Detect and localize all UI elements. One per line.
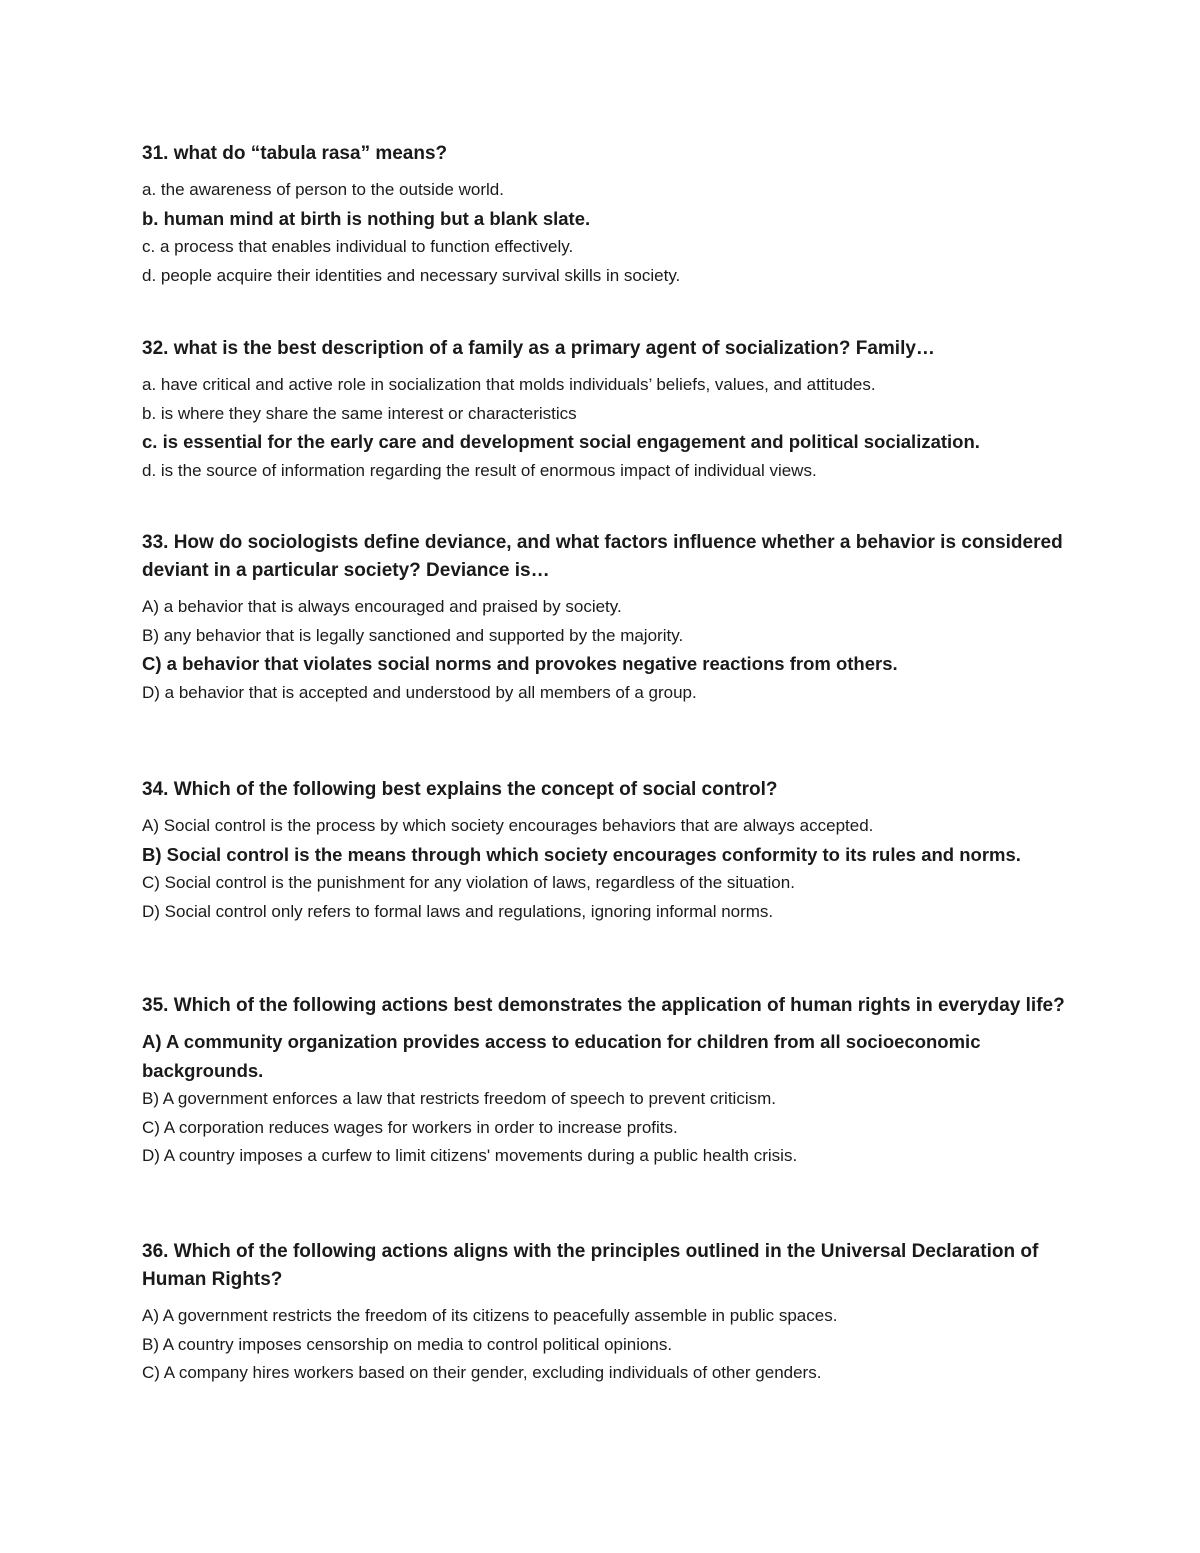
option-d: D) a behavior that is accepted and understood by all members of a group. (142, 682, 697, 702)
option-c: C) A corporation reduces wages for workers in order to increase profits. (142, 1117, 678, 1137)
question-block-34 (142, 776, 1082, 926)
question-text: 36. Which of the following actions aligns with the principles outlined in the Universal Declaration of Human Rights? (142, 1241, 1039, 1290)
question-block-35 (142, 992, 1082, 1171)
question-block-32 (142, 335, 1082, 485)
option-b-correct: b. human mind at birth is nothing but a blank slate. (142, 207, 591, 229)
option-d: D) A country imposes a curfew to limit citizens' movements during a public health crisis. (142, 1146, 798, 1165)
option-b: B) any behavior that is legally sanctioned and supported by the majority. (142, 625, 684, 645)
question-text: 33. How do sociologists define deviance, and what factors influence whether a behavior is considered deviant in a particular society? Deviance is… (142, 532, 1063, 581)
option-list (142, 176, 1082, 290)
option-list (142, 371, 1082, 485)
option-list (142, 593, 1082, 707)
option-c-correct: C) a behavior that violates social norms and provokes negative reactions from others. (142, 653, 898, 674)
option-c: C) Social control is the punishment for any violation of laws, regardless of the situation. (142, 873, 795, 892)
question-block-31 (142, 140, 1082, 290)
option-d: d. is the source of information regarding the result of enormous impact of individual views. (142, 460, 817, 480)
question-block-36 (142, 1238, 1082, 1388)
option-b: b. is where they share the same interest or characteristics (142, 403, 577, 423)
option-c: c. a process that enables individual to function effectively. (142, 237, 574, 256)
question-text: 35. Which of the following actions best demonstrates the application of human rights in everyday life? (142, 995, 1065, 1016)
question-text: 31. what do “tabula rasa” means? (142, 143, 448, 164)
question-text: 34. Which of the following best explains the concept of social control? (142, 779, 778, 800)
option-c: C) A company hires workers based on their gender, excluding individuals of other genders. (142, 1363, 822, 1382)
option-c-correct: c. is essential for the early care and development social engagement and political socialization. (142, 431, 980, 452)
question-block-33 (142, 529, 1082, 707)
option-list (142, 812, 1082, 926)
option-a: A) Social control is the process by which society encourages behaviors that are always accepted. (142, 816, 874, 835)
option-d: D) Social control only refers to formal laws and regulations, ignoring informal norms. (142, 901, 774, 921)
option-b: B) A government enforces a law that restricts freedom of speech to prevent criticism. (142, 1089, 776, 1108)
option-list (142, 1302, 1082, 1388)
option-a: A) a behavior that is always encouraged and praised by society. (142, 597, 622, 616)
option-a: a. have critical and active role in socialization that molds individuals’ beliefs, values, and attitudes. (142, 375, 876, 394)
option-a: A) A government restricts the freedom of its citizens to peacefully assemble in public spaces. (142, 1306, 838, 1325)
option-b: B) A country imposes censorship on media to control political opinions. (142, 1334, 673, 1354)
question-text: 32. what is the best description of a family as a primary agent of socialization? Family… (142, 338, 935, 359)
option-b-correct: B) Social control is the means through which society encourages conformity to its rules and norms. (142, 843, 1021, 865)
option-a-correct: A) A community organization provides access to education for children from all socioeconomic backgrounds. (142, 1031, 981, 1081)
option-list (142, 1028, 1082, 1171)
option-a: a. the awareness of person to the outside world. (142, 180, 504, 199)
option-d: d. people acquire their identities and necessary survival skills in society. (142, 265, 681, 285)
